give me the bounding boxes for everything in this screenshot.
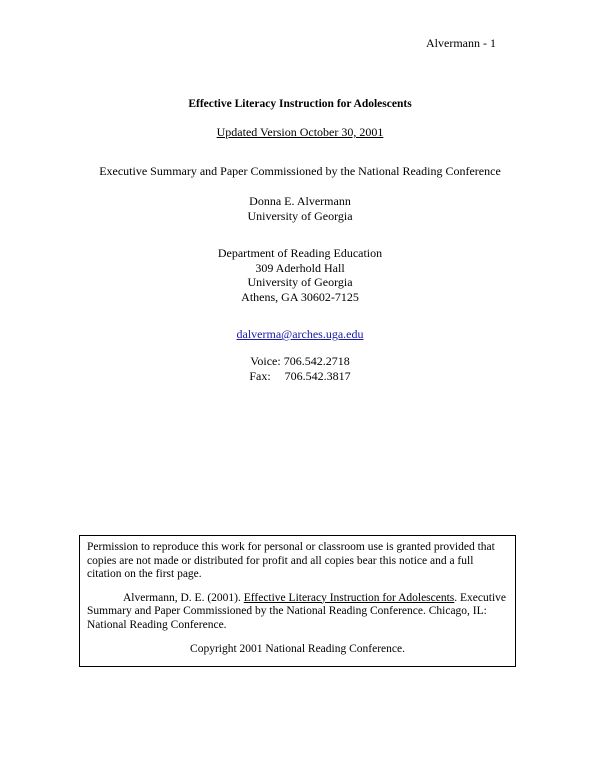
citation-author: Alvermann, D. E. (2001). xyxy=(123,591,241,604)
author-affiliation: University of Georgia xyxy=(247,208,353,223)
address-city: Athens, GA 30602-7125 xyxy=(241,289,359,304)
author-block xyxy=(0,194,600,223)
author-name: Donna E. Alvermann xyxy=(249,194,351,208)
email-link[interactable]: dalverma@arches.uga.edu xyxy=(236,327,364,341)
phone-block xyxy=(0,354,600,383)
fax-label: Fax: xyxy=(249,368,271,383)
address-department: Department of Reading Education xyxy=(217,246,383,260)
address-block xyxy=(0,246,600,304)
citation-rest: . Executive Summary and Paper Commissioned by the National Reading Conference. Chicago, IL: National Reading Conference. xyxy=(87,591,507,631)
updated-version: Updated Version October 30, 2001 xyxy=(216,125,384,139)
running-head: Alvermann - 1 xyxy=(426,36,496,50)
fax-line xyxy=(0,369,600,384)
address-university: University of Georgia xyxy=(247,275,353,289)
citation-text xyxy=(87,592,508,633)
document-title: Effective Literacy Instruction for Adolescents xyxy=(188,98,412,110)
copyright-text: Copyright 2001 National Reading Conference. xyxy=(190,643,405,655)
citation-title: Effective Literacy Instruction for Adolescents xyxy=(243,591,455,604)
permission-notice-box xyxy=(79,535,516,667)
voice-number: Voice: 706.542.2718 xyxy=(250,354,350,368)
fax-number: 706.542.3817 xyxy=(284,368,351,383)
permission-text: Permission to reproduce this work for personal or classroom use is granted provided that copies are not made or distributed for profit and all copies bear this notice and a full citation on the first page. xyxy=(87,541,495,580)
summary-line: Executive Summary and Paper Commissioned by the National Reading Conference xyxy=(99,164,501,178)
address-building: 309 Aderhold Hall xyxy=(255,260,345,275)
